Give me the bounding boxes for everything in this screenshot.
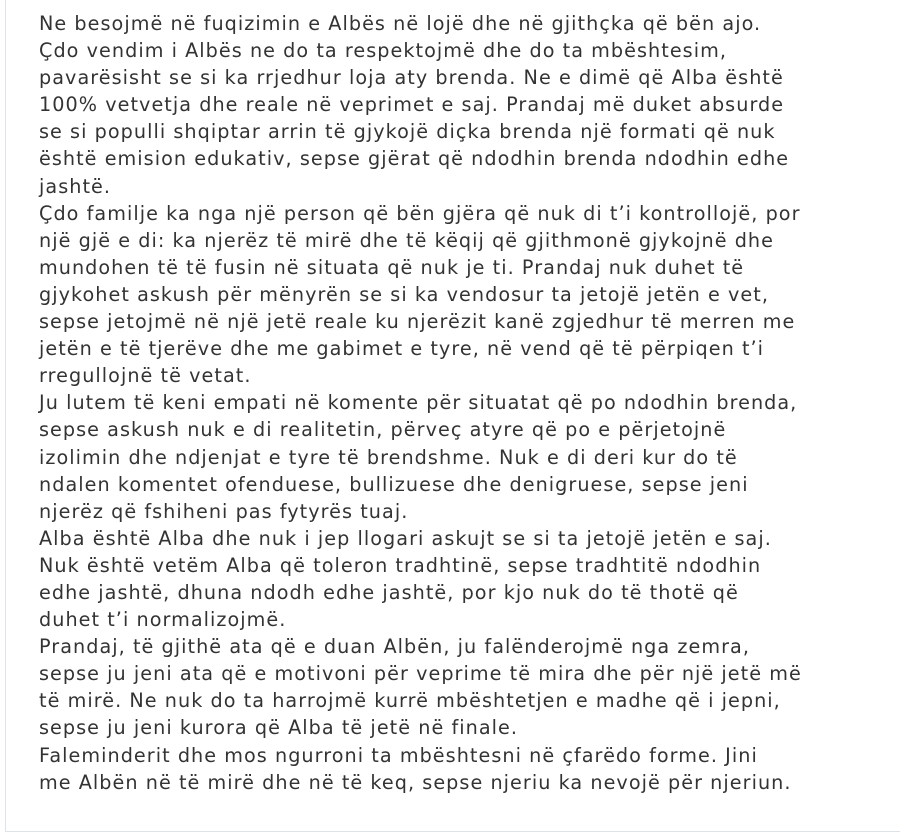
text-line: sepse askush nuk e di realitetin, përveç atyre që po e përjetojnë xyxy=(39,418,727,442)
text-line: gjykohet askush për mënyrën se si ka vendosur ta jetojë jetën e vet, xyxy=(39,282,769,306)
text-line: Ju lutem të keni empati në komente për situatat që po ndodhin brenda, xyxy=(39,391,798,415)
statement-text xyxy=(39,10,899,796)
text-line: edhe jashtë, dhuna ndodh edhe jashtë, por kjo nuk do të thotë që xyxy=(39,580,739,604)
text-line: se si populli shqiptar arrin të gjykojë diçka brenda një formati që nuk xyxy=(39,120,776,144)
text-line: ndalen komentet ofenduese, bullizuese dhe denigruese, sepse jeni xyxy=(39,472,749,496)
text-line: rregullojnë të vetat. xyxy=(39,364,252,388)
text-line: mundohen të të fusin në situata që nuk je ti. Prandaj nuk duhet të xyxy=(39,255,745,279)
text-line: sepse ju jeni ata që e motivoni për veprime të mira dhe për një jetë më xyxy=(39,662,802,686)
text-line: Prandaj, të gjithë ata që e duan Albën, ju falënderojmë nga zemra, xyxy=(39,635,750,659)
text-line: izolimin dhe ndjenjat e tyre të brendshme. Nuk e di deri kur do të xyxy=(39,445,738,469)
text-line: sepse ju jeni kurora që Alba të jetë në finale. xyxy=(39,716,519,740)
text-line: 100% vetvetja dhe reale në veprimet e saj. Prandaj më duket absurde xyxy=(39,93,785,117)
text-line: Alba është Alba dhe nuk i jep llogari askujt se si ta jetojë jetën e saj. xyxy=(39,526,772,550)
text-line: Çdo familje ka nga një person që bën gjëra që nuk di t’i kontrollojë, por xyxy=(39,201,801,225)
text-card xyxy=(5,0,900,832)
text-line: Çdo vendim i Albës ne do ta respektojmë dhe do ta mbështesim, xyxy=(39,39,727,63)
text-line: jetën e të tjerëve dhe me gabimet e tyre, në vend që të përpiqen t’i xyxy=(39,337,765,361)
text-line: me Albën në të mirë dhe në të keq, sepse njeriu ka nevojë për njeriun. xyxy=(39,770,792,794)
text-line: një gjë e di: ka njerëz të mirë dhe të këqij që gjithmonë gjykojnë dhe xyxy=(39,228,774,252)
text-line: sepse jetojmë në një jetë reale ku njerëzit kanë zgjedhur të merren me xyxy=(39,310,796,334)
text-line: është emision edukativ, sepse gjërat që ndodhin brenda ndodhin edhe xyxy=(39,147,790,171)
text-line: Ne besojmë në fuqizimin e Albës në lojë dhe në gjithçka që bën ajo. xyxy=(39,12,762,35)
text-line: të mirë. Ne nuk do ta harrojmë kurrë mbështetjen e madhe që i jepni, xyxy=(39,689,781,713)
text-line: duhet t’i normalizojmë. xyxy=(39,608,287,632)
text-line: Faleminderit dhe mos ngurroni ta mbështesni në çfarëdo forme. Jini xyxy=(39,743,758,767)
text-line: Nuk është vetëm Alba që toleron tradhtinë, sepse tradhtitë ndodhin xyxy=(39,553,762,577)
text-line: pavarësisht se si ka rrjedhur loja aty brenda. Ne e dimë që Alba është xyxy=(39,66,784,90)
text-line: jashtë. xyxy=(39,174,112,198)
text-line: njerëz që fshiheni pas fytyrës tuaj. xyxy=(39,499,409,523)
